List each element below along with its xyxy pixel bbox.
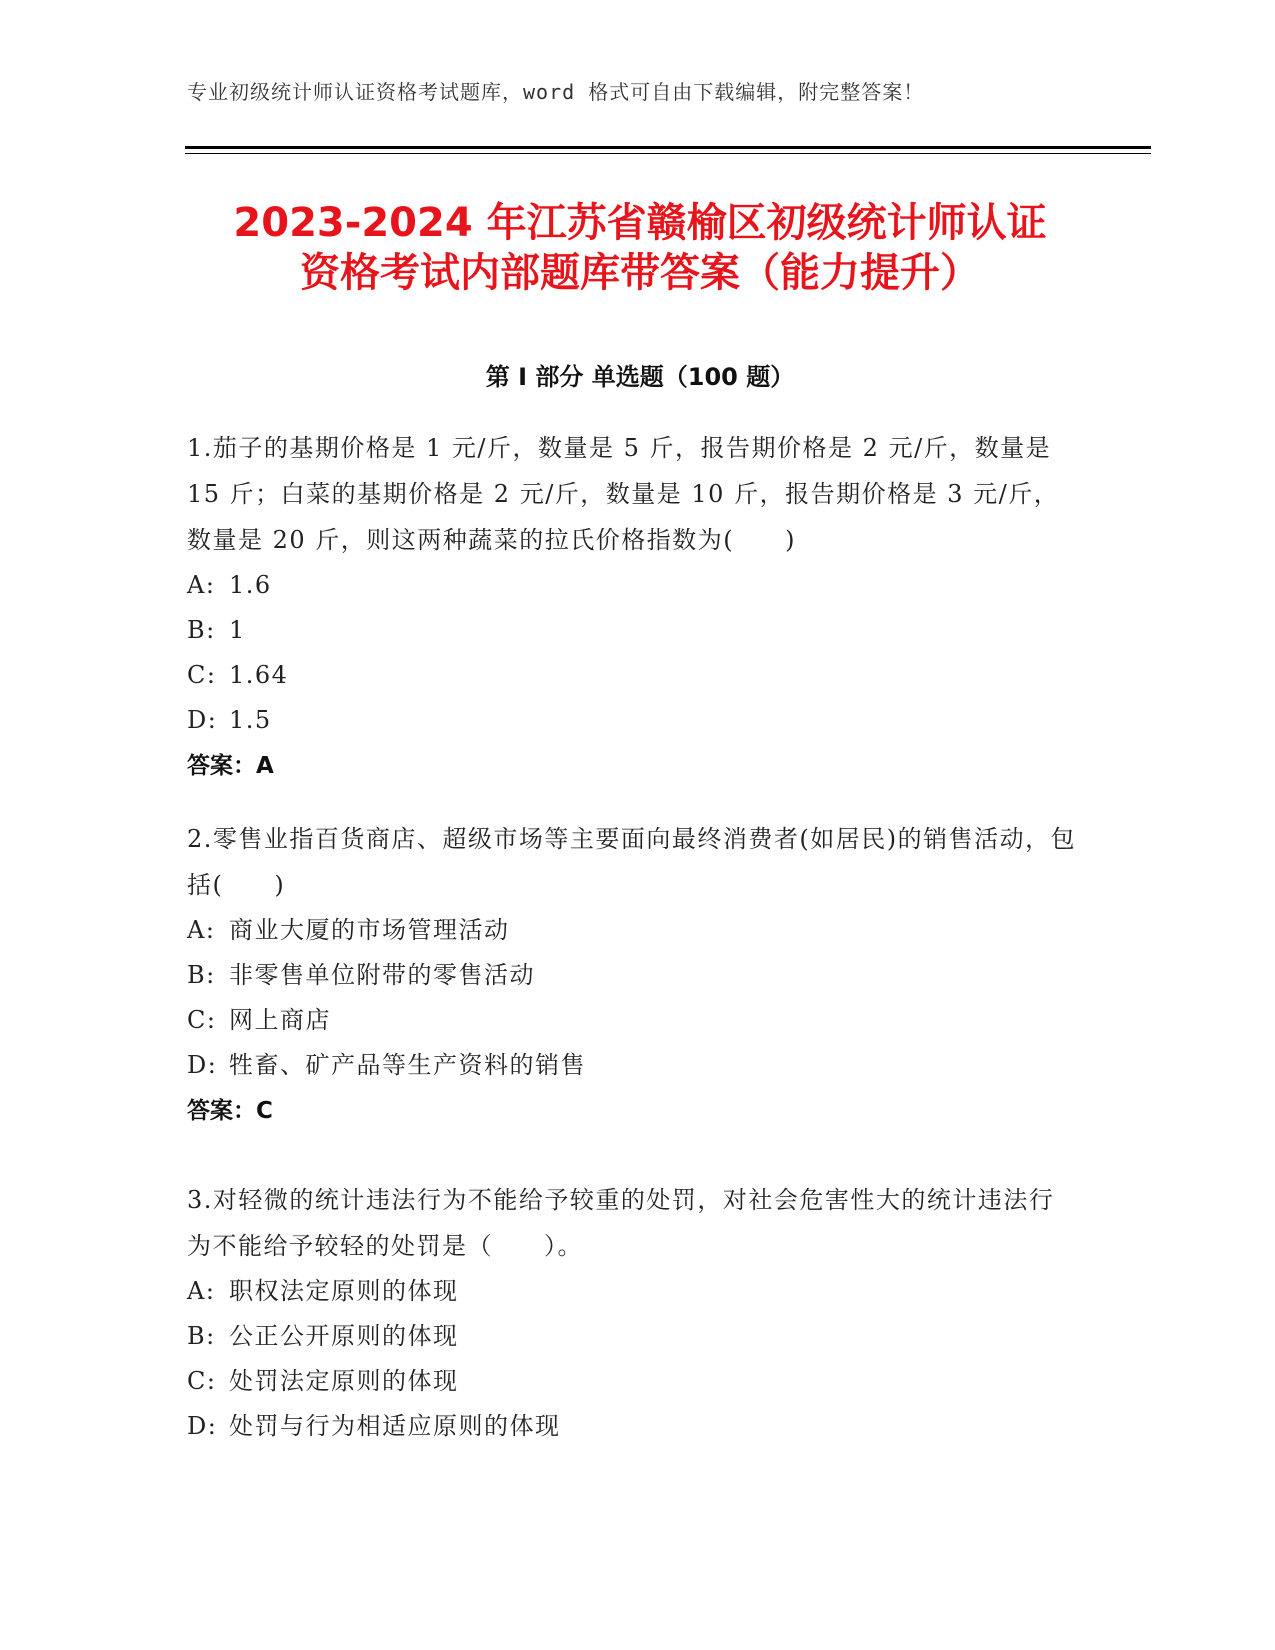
title-line-1: 2023-2024 年江苏省赣榆区初级统计师认证	[233, 200, 1047, 246]
header-note: 专业初级统计师认证资格考试题库，word 格式可自由下载编辑，附完整答案！	[187, 80, 925, 104]
option-text: 职权法定原则的体现	[229, 1277, 459, 1305]
option-text: 1.5	[229, 706, 272, 734]
question-1	[187, 425, 1077, 789]
answer: 答案：C	[187, 1098, 273, 1124]
document-title	[185, 198, 1095, 298]
option-letter: C:	[187, 1006, 217, 1034]
question-3	[187, 1177, 1077, 1449]
question-stem: 1.茄子的基期价格是 1 元/斤，数量是 5 斤，报告期价格是 2 元/斤，数量是 15 斤；白菜的基期价格是 2 元/斤，数量是 10 斤，报告期价格是 3 元/斤，数量是 20 斤，则这两种蔬菜的拉氏价格指数为( )	[187, 434, 1060, 554]
option-a	[187, 563, 1077, 608]
option-letter: A:	[187, 1277, 216, 1305]
option-letter: B:	[187, 616, 216, 644]
title-line-2: 资格考试内部题库带答案（能力提升）	[300, 250, 980, 296]
option-text: 1.64	[229, 661, 289, 689]
option-letter: D:	[187, 706, 218, 734]
answer: 答案：A	[187, 753, 274, 779]
option-text: 1.6	[229, 571, 272, 599]
option-letter: A:	[187, 571, 216, 599]
option-letter: C:	[187, 1367, 217, 1395]
question-2	[187, 816, 1077, 1134]
question-stem: 3.对轻微的统计违法行为不能给予较重的处罚，对社会危害性大的统计违法行为不能给予较轻的处罚是（ ）。	[187, 1186, 1055, 1260]
option-b	[187, 953, 1077, 998]
option-text: 非零售单位附带的零售活动	[229, 961, 535, 989]
option-letter: D:	[187, 1051, 218, 1079]
option-text: 商业大厦的市场管理活动	[229, 916, 510, 944]
option-text: 处罚法定原则的体现	[229, 1367, 459, 1395]
option-a	[187, 1269, 1077, 1314]
option-text: 1	[229, 616, 246, 644]
header-rule-thick	[185, 146, 1151, 149]
option-text: 处罚与行为相适应原则的体现	[229, 1412, 561, 1440]
option-b	[187, 608, 1077, 653]
option-text: 公正公开原则的体现	[229, 1322, 459, 1350]
option-c	[187, 998, 1077, 1043]
option-c	[187, 653, 1077, 698]
option-a	[187, 908, 1077, 953]
option-letter: B:	[187, 1322, 216, 1350]
option-letter: C:	[187, 661, 217, 689]
option-c	[187, 1359, 1077, 1404]
option-text: 网上商店	[229, 1006, 331, 1034]
option-letter: A:	[187, 916, 216, 944]
header-rule-thin	[185, 153, 1151, 154]
section-heading: 第 I 部分 单选题（100 题）	[485, 363, 795, 391]
option-d	[187, 698, 1077, 743]
option-d	[187, 1043, 1077, 1088]
option-letter: B:	[187, 961, 216, 989]
question-stem: 2.零售业指百货商店、超级市场等主要面向最终消费者(如居民)的销售活动，包括( )	[187, 825, 1077, 899]
option-b	[187, 1314, 1077, 1359]
option-letter: D:	[187, 1412, 218, 1440]
option-d	[187, 1404, 1077, 1449]
option-text: 牲畜、矿产品等生产资料的销售	[229, 1051, 586, 1079]
